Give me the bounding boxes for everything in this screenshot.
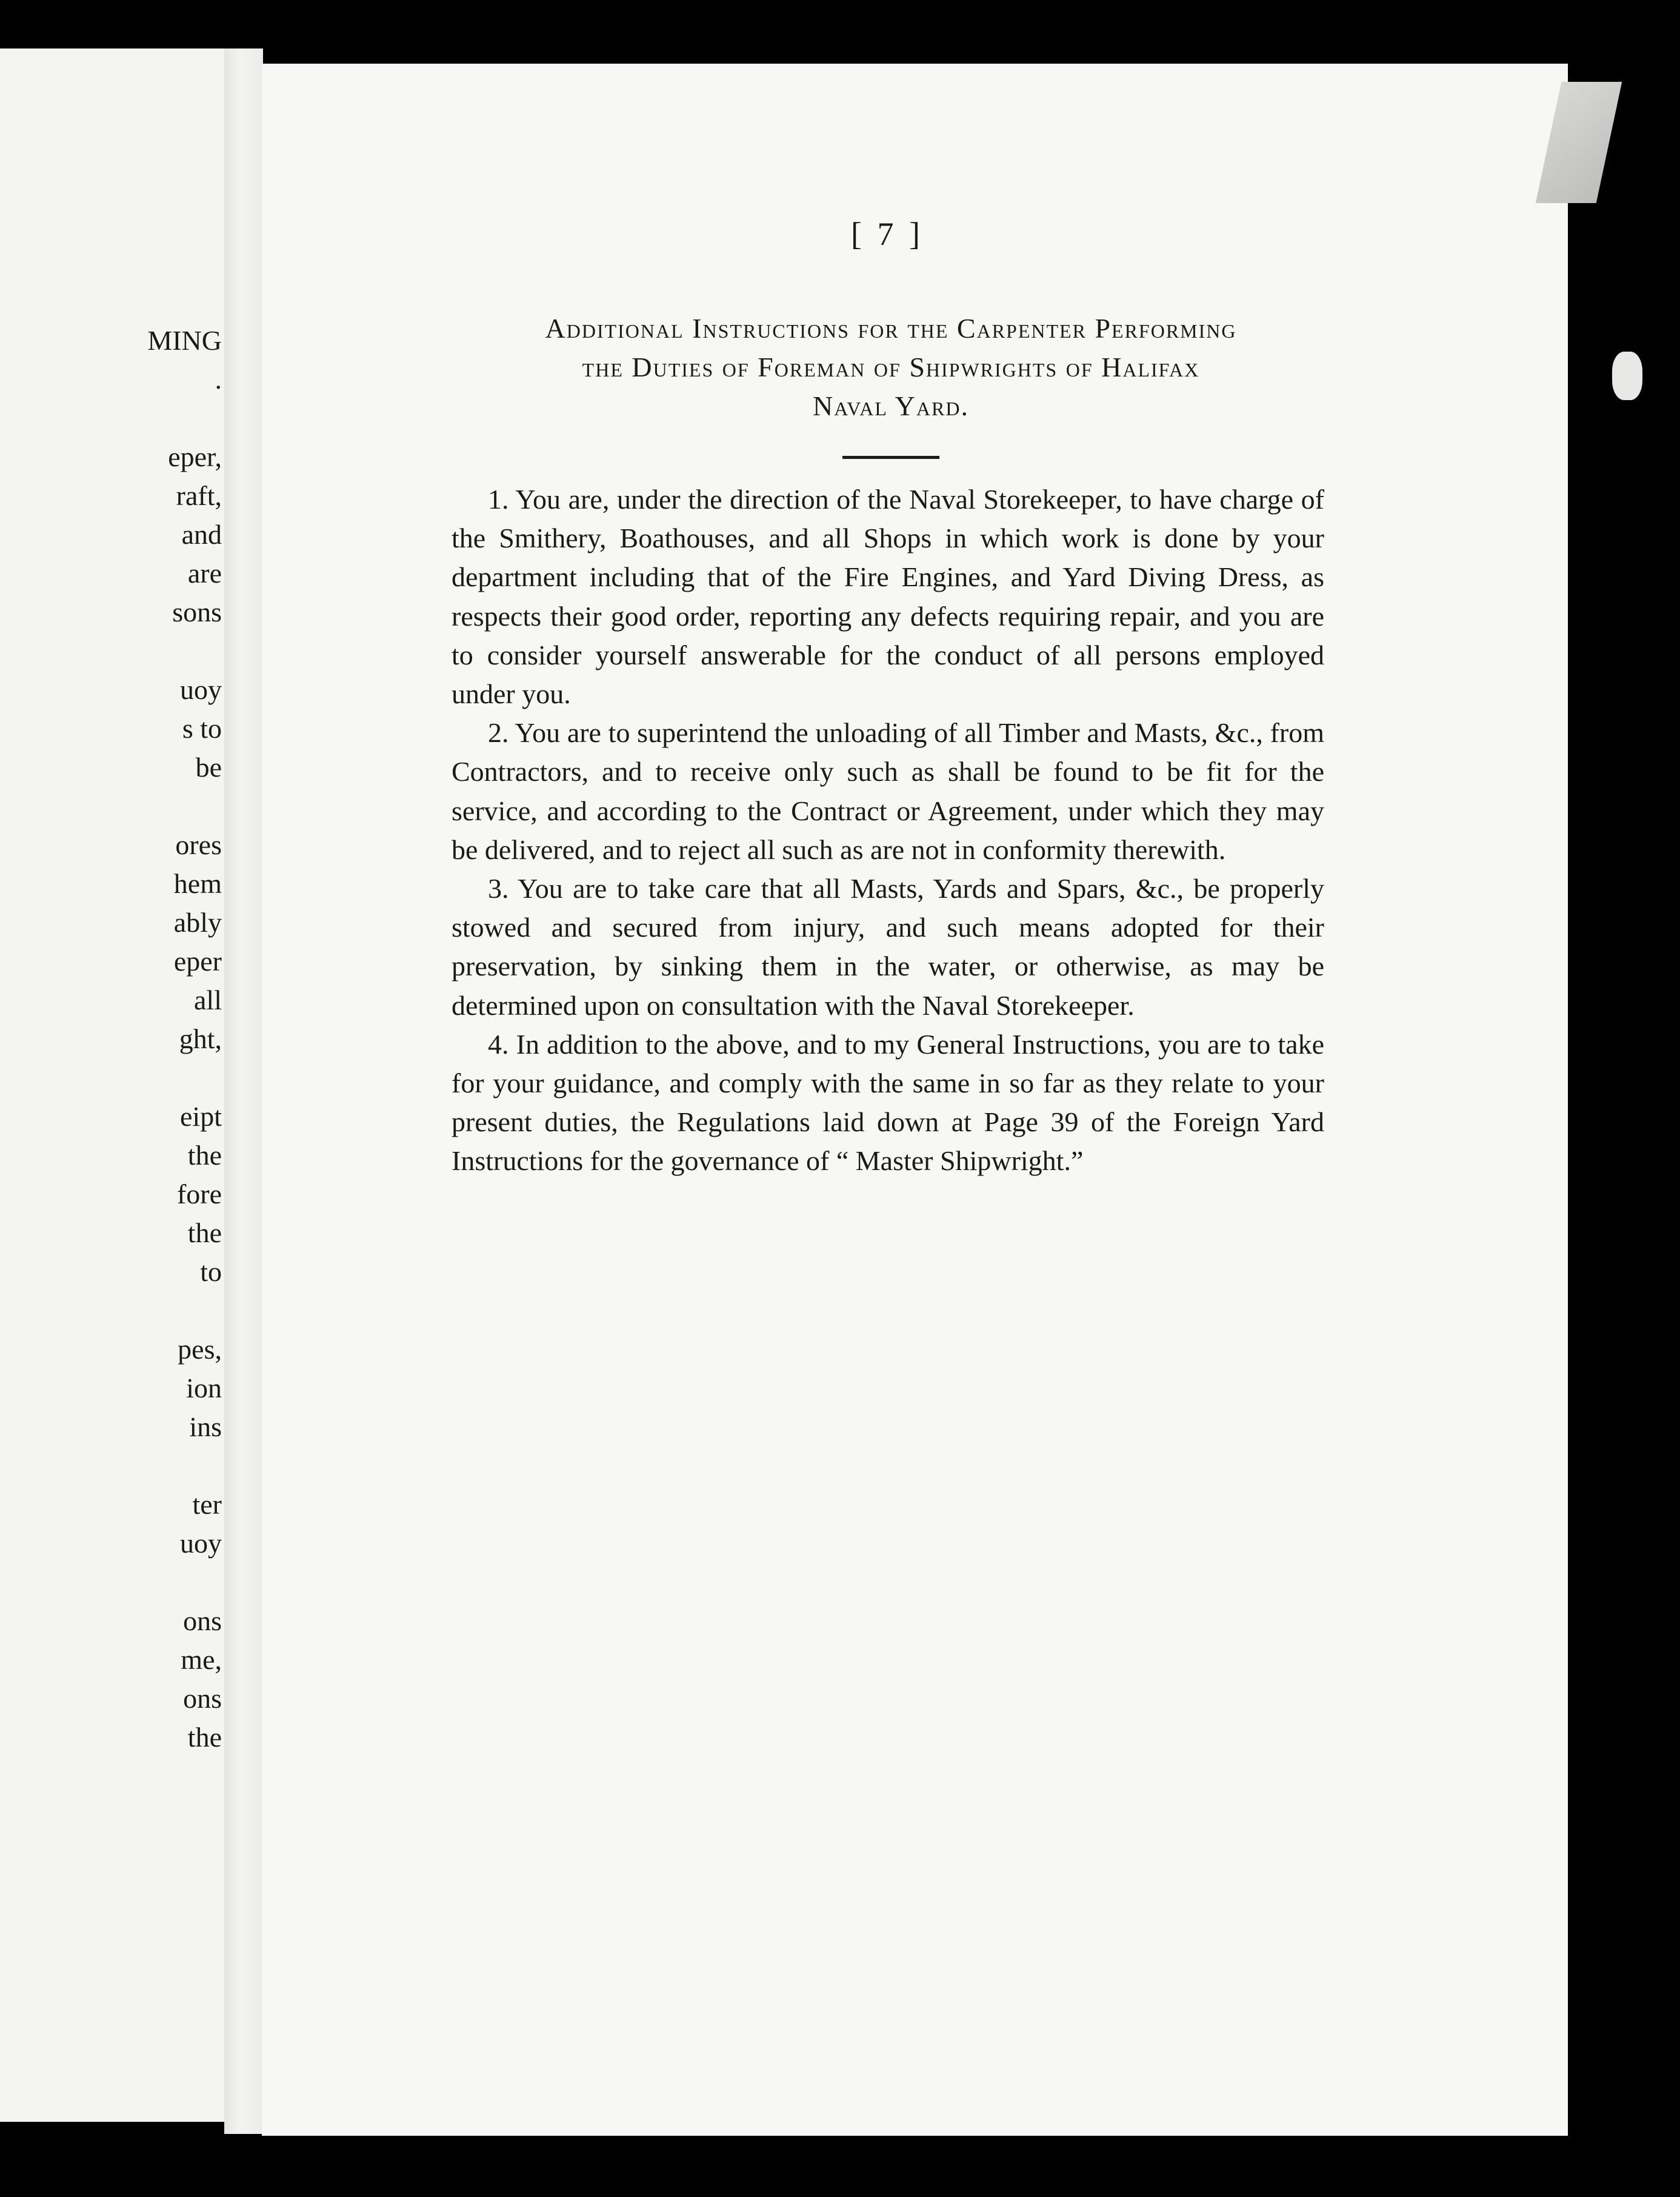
left-line: eper xyxy=(173,946,222,977)
page-edge-speck xyxy=(1612,352,1642,400)
heading-line-2: the Duties of Foreman of Shipwrights of Halifax xyxy=(582,352,1200,383)
left-line: fore xyxy=(176,1179,222,1209)
left-line: pes, xyxy=(178,1334,222,1365)
heading-line-1: Additional Instructions for the Carpenter Performing xyxy=(545,313,1237,344)
instruction-paragraph-4: 4. In addition to the above, and to my General Instructions, you are to take for your guidance, and comply with the same in so far as they relate to your present duties, the Regulations laid down at Page 39 of the Foreign Yard Instructions for the governance of “ Master Shipwright.” xyxy=(452,1028,1324,1177)
instructions-body xyxy=(452,480,1324,1181)
left-line: ons xyxy=(183,1605,222,1636)
left-line: to xyxy=(200,1256,222,1287)
left-line: all xyxy=(194,985,222,1015)
left-line: ons xyxy=(183,1683,222,1714)
left-line: the xyxy=(187,1140,222,1171)
left-line: ion xyxy=(186,1373,222,1403)
left-line: be xyxy=(195,752,222,783)
instruction-paragraph-1: 1. You are, under the direction of the Naval Storekeeper, to have charge of the Smithery, Boathouses, and all Shops in which work is done by your department including that of the Fire Engines, and Yard Diving Dress, as respects their good order, reporting any defects requiring repair, and you are to consider yourself answerable for the conduct of all persons employed under you. xyxy=(452,484,1324,710)
left-line: are xyxy=(187,558,222,589)
left-line: uoy xyxy=(180,674,222,705)
left-line: eipt xyxy=(180,1101,222,1132)
instruction-paragraph-2: 2. You are to superintend the unloading of all Timber and Masts, &c., from Contractors, and to receive only such as shall be found to be fit for the service, and according to the Contract or Agreement, under which they may be delivered, and to reject all such as are not in conformity therewith. xyxy=(452,717,1324,865)
left-line: MING xyxy=(147,325,222,356)
instruction-paragraph-3: 3. You are to take care that all Masts, Yards and Spars, &c., be properly stowed and secured from injury, and such means adopted for their preservation, by sinking them in the water, or otherwise, as may be determined upon on consultation with the Naval Storekeeper. xyxy=(452,873,1324,1021)
left-line: ores xyxy=(175,829,222,860)
left-line: uoy xyxy=(180,1528,222,1559)
left-page-fragment xyxy=(0,48,232,2122)
left-line: s to xyxy=(182,713,222,744)
left-line: hem xyxy=(173,868,222,899)
page-number: [ 7 ] xyxy=(851,216,924,252)
left-line: ter xyxy=(192,1489,222,1520)
left-line: eper, xyxy=(168,441,222,472)
left-line: the xyxy=(187,1722,222,1753)
left-line: raft, xyxy=(176,480,222,511)
document-heading xyxy=(448,309,1333,426)
left-line: ght, xyxy=(179,1023,222,1054)
left-line: sons xyxy=(172,597,222,627)
left-line: and xyxy=(181,519,222,550)
heading-divider xyxy=(842,456,939,459)
left-line: . xyxy=(215,364,222,395)
page-gutter xyxy=(224,48,263,2134)
left-line: me, xyxy=(181,1644,222,1675)
left-line: ably xyxy=(173,907,222,938)
left-line: ins xyxy=(189,1411,222,1442)
heading-line-3: Naval Yard. xyxy=(813,390,969,421)
left-line: the xyxy=(187,1217,222,1248)
